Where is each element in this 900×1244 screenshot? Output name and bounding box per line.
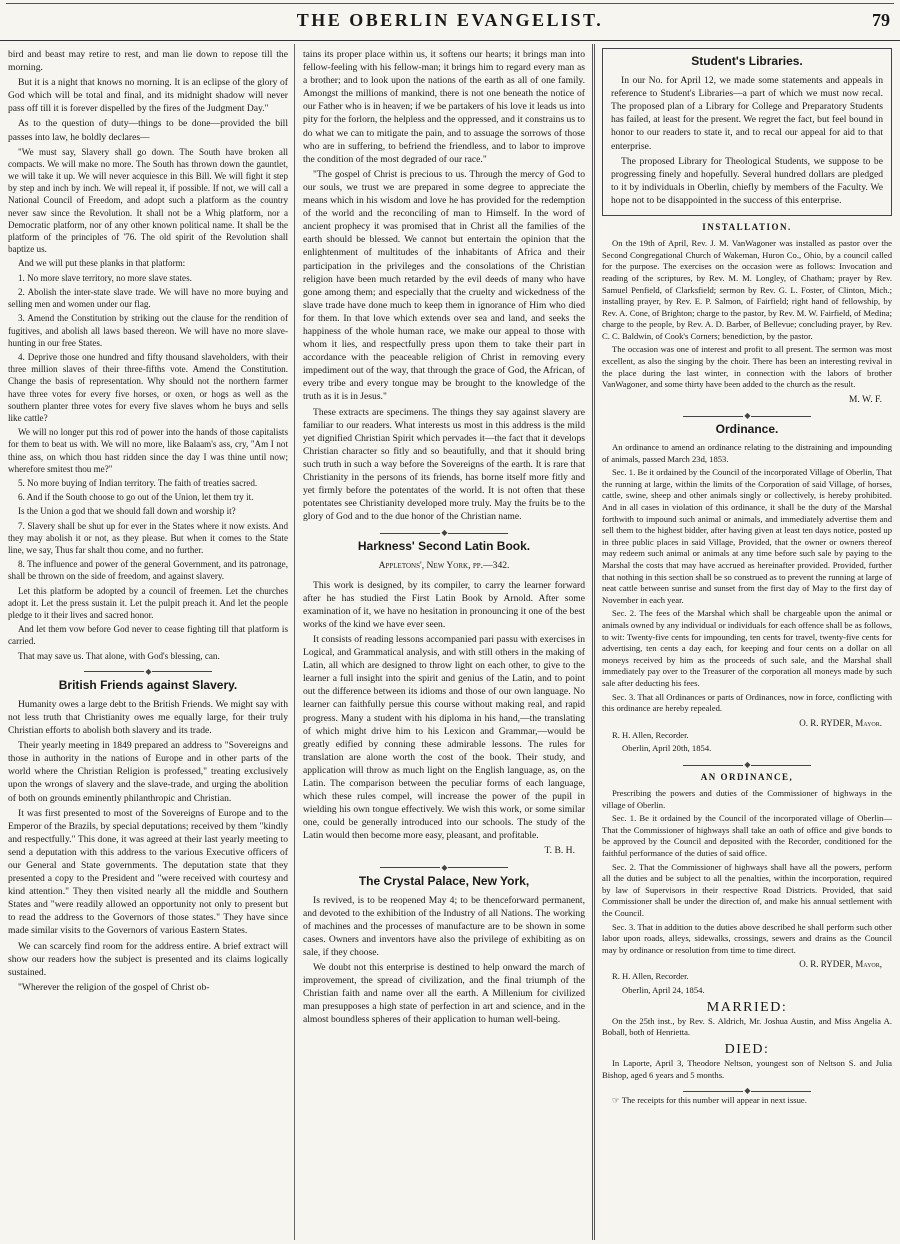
paragraph: In Laporte, April 3, Theodore Neltson, youngest son of Neltson S. and Julia Bishop, aged 6 years and 5 months. xyxy=(602,1058,892,1080)
newspaper-title: THE OBERLIN EVANGELIST. xyxy=(296,10,604,30)
paragraph: 3. Amend the Constitution by striking out the clause for the rendition of fugitives, and abolish all laws based thereon. We will have no more slave-hunting in our free States. xyxy=(8,313,288,348)
recorder-line: R. H. Allen, Recorder. xyxy=(612,729,689,740)
dateline: Oberlin, April 24, 1854. xyxy=(622,985,705,996)
article-heading: Ordinance. xyxy=(715,421,779,436)
dateline: Oberlin, April 20th, 1854. xyxy=(622,743,712,754)
paragraph: But it is a night that knows no morning. It is an eclipse of the glory of God which will be total and final, and its midnight shadow will never pass off till it is forever dispelled by the fires of the Judgment Day." xyxy=(8,77,288,115)
paragraph: "Wherever the religion of the gospel of Christ ob- xyxy=(18,981,210,993)
paragraph: It consists of reading lessons accompanied pari passu with exercises in Logical, and Grammatical analysis, and with still others in the making of Latin, all which are designed to throw light on each other, to give to the learner a full insight into the spirit and genius of the Latin, and to point out the difference between its idioms and those of our own language. No learner can faithfully persue this course without making real, and rapid progress. Many a student with his diploma in his hand,—the translating of which might drive him to his Lexicon and Grammar,—would be greatly edified by conning these admirable lessons. The rules for translation are alone worth the cost of the book. Their study, and application will throw as much light on the English language, as, on the Latin. The comparison between the peculiar forms of each language, which these rules compel, will increase the power of the pupil in wielding his own tongue effectively. We wish this work, or some similar one, could be generally introduced into our schools. The study of the Latin would then become more easy, pleasant, and profitable. xyxy=(303,633,585,842)
paragraph: And we will put these planks in that platform: xyxy=(18,258,186,269)
paragraph: Is revived, is to be reopened May 4; to be thenceforward permanent, and devoted to the exhibition of the Industry of all Nations. The working of machines and the processes of manufacture are to be shown in some cases. Owners and inventors have also the privilege of exhibiting as on sale, if they choose. xyxy=(303,894,585,958)
paragraph: It was first presented to most of the Sovereigns of Europe and to the Emperor of the Brazils, by special deputations; received by them "kindly and respectfully." This done, it was agreed at their last yearly meeting to send a deputation with this address to the various Executive officers of our General and State governments. The deputation state that they presented a copy to the President and "were received with courtesy and kind attention." They then visited nearly all the middle and Southern States and "were readily allowed an opportunity not only to present but to read the address to the Governors of those states." They have since made similar visits to the Governors of various Eastern States. xyxy=(8,807,288,937)
article-heading: Student's Libraries. xyxy=(691,54,803,68)
paragraph: 5. No more buying of Indian territory. The faith of treaties sacred. xyxy=(18,477,258,488)
section-separator: ◆ xyxy=(602,758,892,766)
paragraph: On the 19th of April, Rev. J. M. VanWagoner was installed as pastor over the Second Congregational Church of Wakeman, Huron Co., Ohio, by a council called for the purpose. The exercises on the occasion were as follows: Invocation and reading of the scriptures, by Rev. M. M. Longley, of Chatham; prayer by Rev. Samuel Penfield, of Clarksfield; sermon by Rev. G. L. Foster, of Clinton, Mich.; installing prayer, by Rev. E. P. Salmon, of Fairfield; right hand of fellowship, by Rev. A. Cone, of Brighton; charge to the pastor, by Rev. M. W. Fairfield, of Medina; charge to the people, by Rev. A. D. Barber, of Bellevue; concluding prayer, by Rev. C. C. Baldwin, of Cook's Corners; benediction, by the pastor. xyxy=(602,238,892,341)
paragraph: Sec. 1. Be it ordained by the Council of the incorporated village of Oberlin—That the Commissioner of highways shall take an oath of office and give bonds to be approved by the Council and deposited with the Recorder, conditioned for the faithful performance of the duties of said office. xyxy=(602,813,892,859)
article-heading: AN ORDINANCE, xyxy=(700,771,794,782)
signature: T. B. H. xyxy=(544,845,575,857)
paragraph: We can scarcely find room for the address entire. A brief extract will show our readers how the subject is presented and its claims logically sustained. xyxy=(8,940,288,978)
paragraph: Sec. 1. Be it ordained by the Council of the incorporated Village of Oberlin, That the running at large, within the limits of the Corporation of said Village, of horses, cattle, swine, sheep and other animals singly or collectively, is hereby prohibited. And in all cases in violation of this ordinance, it shall be the duty of the Marshal forthwith to impound such animal or animals, and immediately advertise them and sell them to the highest bidder, after having given at least ten days notice, posted up in three public places in said Village, Provided, that the owner or owners thereof may redeem such animal or animals at any time before such sale by paying to the Marshal the costs that may have accrued as hereinafter provided. Provided, further that nothing in this section shall be so construed as to prevent the running at large of neat cattle between sunrise and sunset from the first day of May to the first day of November in each year. xyxy=(602,467,892,605)
paragraph: bird and beast may retire to rest, and man lie down to repose till the morning. xyxy=(8,49,288,74)
paragraph: "We must say, Slavery shall go down. The South have broken all compacts. We will make no more. The South has thrown down the gauntlet, we will take it up. We will never acquiesce in this Bill. We will fight it step by step and inch by inch. We will repeal it, if possible. If not, we will call a National Council of Freedom, and adopt such a platform as the country never saw since the Revolution. It shall not be a Whig platform, nor a Democratic platform, nor of any other known political name. It shall be the platform of the principles of '76. The old spirit of the Revolution shall baptize us. xyxy=(8,146,288,255)
paragraph: The proposed Library for Theological Students, we suppose to be progressing finely and hopefully. Several hundred dollars are pledged to it by individuals in Oberlin, chiefly by members of the Faculty. We hope not to be disappointed in the success of this enterprise. xyxy=(611,155,883,206)
libraries-box xyxy=(602,48,892,216)
column-divider-2 xyxy=(592,44,595,1240)
paragraph: Sec. 3. That all Ordinances or parts of Ordinances, now in force, conflicting with this ordinance are hereby repealed. xyxy=(602,691,892,714)
section-separator: ◆ xyxy=(8,665,288,673)
article-subheading: Appletons', New York, pp.—342. xyxy=(378,560,510,572)
paragraph: These extracts are specimens. The things they say against slavery are familiar to our readers. What interests us most in this address is the mild yet dignified Christian Spirit which pervades it—the fact that it develops Christian character so fitly and so beautifully, and that it should bring such truth in such a way before the Sovereigns of the earth. It is rare that Christianity in the persons of its friends, has borne itself more fitly and yet firmly before the potentates of the world. It is not often that these potentates see Christianity developed more truly. May the fruits be to the glory of God and to the due honor of the Christian name. xyxy=(303,406,585,523)
recorder-line: R. H. Allen, Recorder. xyxy=(612,971,689,982)
column-1 xyxy=(8,48,288,1238)
article-heading: The Crystal Palace, New York, xyxy=(358,873,530,888)
paragraph: Sec. 2. The fees of the Marshal which shall be chargeable upon the animal or animals owned by any individual or individuals for each offence shall be as follows, to wit: Twenty-five cents for impounding, ten cents for travel, twenty-five cents for advertising, ten cents a day each, for keeping and four cents on a dollar on all moneys received by him as the proceeds of such sale, and the Marshal shall immediately pay over to the Treasurer of the corporation all moneys made by such sale after deducting his fees. xyxy=(602,608,892,688)
column-2 xyxy=(303,48,585,1238)
notice: ☞ The receipts for this number will appear in next issue. xyxy=(612,1095,807,1106)
paragraph: Sec. 2. That the Commissioner of highways shall have all the powers, perform all the duties and be subject to all the penalties, within the incorporation, required by law of Supervisors in their respective Road Districts. Provided, that said Commissioner shall be under the direction of, and make his annual settlement with the Council. xyxy=(602,861,892,918)
paragraph: 7. Slavery shall be shut up for ever in the States where it now exists. And they may abolish it or not, as they please. But when it comes to the State line, we say, Thus far shalt thou come, and no further. xyxy=(8,520,288,555)
paragraph: tains its proper place within us, it softens our hearts; it brings man into fellow-feeling with his fellow-man; it brings him to regard every man as a brother; and to look upon the nations of the earth as all of one family. Amongst the millions of mankind, there is not one beneath the notice of our Father who is in heaven; if we be partakers of his love it leads us into pity for the forlorn, the helpless and the oppressed, and it constrains us to do what we can to mitigate the pain, and to assuage the sorrows of those who are in suffering, to befriend the friendless, and to labor to improve the condition of the most degraded of our race." xyxy=(303,49,585,165)
paragraph: Let this platform be adopted by a council of freemen. Let the churches adopt it. Let the press sustain it. Let the pulpit preach it. And let the people pledge to it their lives and sacred honor. xyxy=(8,585,288,620)
paragraph: This work is designed, by its compiler, to carry the learner forward after he has studied the First Latin Book by Arnold. After some examination of it, we have no hesitation in pronouncing it one of the best works of the kind we have ever seen. xyxy=(303,579,585,630)
paragraph: And let them vow before God never to cease fighting till that platform is carried. xyxy=(8,624,288,647)
article-heading: Harkness' Second Latin Book. xyxy=(357,539,531,554)
section-separator: ◆ xyxy=(303,861,585,869)
paragraph: 8. The influence and power of the general Government, and its patronage, shall be thrown on the side of freedom, and against slavery. xyxy=(8,559,288,582)
paragraph: 6. And if the South choose to go out of the Union, let them try it. xyxy=(18,492,254,503)
column-divider-1 xyxy=(294,44,295,1240)
paragraph: "The gospel of Christ is precious to us. Through the mercy of God to our souls, we trust we are prepared in some degree to appreciate the means which in his wisdom and love he has provided for the redemption of the world and the reconciling of man to Himself. In the word of ancient prophecy it was promised that in Christ all the families of the earth should be blessed. We cannot but entertain the opinion that the enlightenment of multitudes of the inhabitants of Africa and their participation in the privileges and the consolations of the Christian religion have been much retarded by the evil deeds of many who have gone among them; and especially that the cruelty and wickedness of the slave trade have done much to keep them in ignorance of Him who died for them. In that love which extends over sea and land, and seeks the happiness of the whole human race, we make our appeal to those with whom it lies, and respectfully press upon them to take their part in accordance with the peaceable religion of Christ in removing every impediment out of the way, that through the grace of God, the African, of every tribe and every tongue may be brought to the knowledge of the truth as it is in Jesus." xyxy=(303,168,585,403)
signature: M. W. F. xyxy=(848,393,882,405)
article-heading: British Friends against Slavery. xyxy=(58,677,238,692)
paragraph: That may save us. That alone, with God's blessing, can. xyxy=(18,650,220,661)
signature: O. R. RYDER, Mayor. xyxy=(799,717,882,728)
signature: O. R. RYDER, Mayor, xyxy=(799,959,882,970)
paragraph: Their yearly meeting in 1849 prepared an address to "Sovereigns and those in authority in the nations of Europe and in other parts of the world where the Christian Religion is professed," treating exclusively upon the wrongs of slavery and the slave-trade, and urging the abolition of both on grounds eminently philanthropic and Christian. xyxy=(8,740,288,804)
paragraph: We will no longer put this rod of power into the hands of those capitalists for them to beat us with. We will no more, like Balaam's ass, cry, "Am I not thine ass, on which thou hast ridden since the day I was thine until now; wherefore smitest thou me?" xyxy=(8,427,288,474)
paragraph: Is the Union a god that we should fall down and worship it? xyxy=(18,506,236,517)
paragraph: Sec. 3. That in addition to the duties above described he shall perform such other labor upon roads, alleys, sidewalks, crossings, sewers and drains as the Council may by ordinance or resolution from time to time direct. xyxy=(602,921,892,955)
column-3 xyxy=(602,48,892,1238)
paragraph: We doubt not this enterprise is destined to help onward the march of improvement, the spread of civilization, and the final triumph of the Christian faith and name over all the earth. A Millenium for civilized man presupposes a high state of perfection in art and science, and in the almost boundless spheres of their application to human well-being. xyxy=(303,962,585,1026)
section-separator: ◆ xyxy=(303,526,585,534)
paragraph: On the 25th inst., by Rev. S. Aldrich, Mr. Joshua Austin, and Miss Angelia A. Boball, both of Henrietta. xyxy=(602,1015,892,1038)
paragraph: Prescribing the powers and duties of the Commissioner of highways in the village of Oberlin. xyxy=(602,788,892,810)
paragraph: As to the question of duty—things to be done—provided the bill passes into law, he boldly declares— xyxy=(8,118,288,143)
paragraph: An ordinance to amend an ordinance relating to the distraining and impounding of animals, passed March 23d, 1853. xyxy=(602,442,892,464)
header-top-rule xyxy=(6,3,894,4)
paragraph: 2. Abolish the inter-state slave trade. We will have no more buying and selling men and women under our flag. xyxy=(8,286,288,310)
paragraph: In our No. for April 12, we made some statements and appeals in reference to Student's Libraries—a part of which we must now recal. The proposed plan of a Library for College and Preparatory Students has failed, at least for the present. We regret the fact, but feel bound in honor to our readers to state it, and to recal our appeal for aid to that enterprise. xyxy=(611,75,883,152)
section-separator: ◆ xyxy=(602,1084,892,1092)
section-separator: ◆ xyxy=(602,409,892,417)
page-header xyxy=(0,0,900,41)
married-heading: MARRIED: xyxy=(706,999,788,1015)
paragraph: The occasion was one of interest and profit to all present. The sermon was most excellent, as also the singing by the choir. There has been an interesting revival in the place during the last winter, in connection with the labors of brother VanWagoner, and some thirty have been added to the church as the result. xyxy=(602,344,892,390)
paragraph: 4. Deprive those one hundred and fifty thousand slaveholders, with their three million slaves of their three-fifths vote. Amend the Constitution. Change the basis of representation. Why should not the northern farmer have three votes for every five horses, or oxen, or hogs as well as the southern planter three votes for every five slaves whom he buys and sells like cattle? xyxy=(8,351,288,423)
paragraph: 1. No more slave territory, no more slave states. xyxy=(18,272,192,283)
article-heading: INSTALLATION. xyxy=(702,222,792,233)
paragraph: Humanity owes a large debt to the British Friends. We might say with not less truth that Christianity owes me equally large, for their truly Christian efforts to abolish both slavery and its trade. xyxy=(8,698,288,737)
died-heading: DIED: xyxy=(724,1041,770,1057)
page-number: 79 xyxy=(872,10,890,30)
